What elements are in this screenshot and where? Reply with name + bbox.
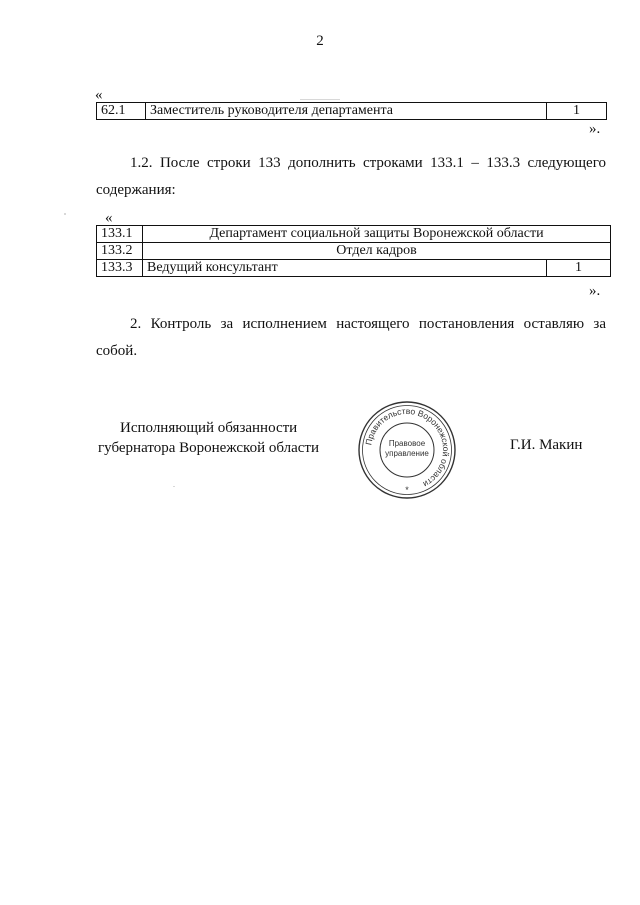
signatory-position-line2: губернатора Воронежской области xyxy=(98,440,319,456)
table2-open-quote: « xyxy=(105,210,113,226)
page-number: 2 xyxy=(316,33,324,49)
table1 xyxy=(96,102,607,120)
row-number: 62.1 xyxy=(97,103,146,120)
table-row xyxy=(97,226,611,243)
row-title: Департамент социальной защиты Воронежской области xyxy=(143,226,611,243)
paragraph-2: 2. Контроль за исполнением настоящего постановления оставляю за собой. xyxy=(96,316,606,359)
table2-close-quote: ». xyxy=(589,283,601,299)
row-number: 133.3 xyxy=(97,260,143,277)
stamp-inner-line1: Правовое xyxy=(388,439,426,448)
row-number: 133.1 xyxy=(97,226,143,243)
signatory-name: Г.И. Макин xyxy=(510,437,583,453)
row-count: 1 xyxy=(547,260,611,277)
table1-open-quote: « xyxy=(95,87,103,103)
table-row xyxy=(97,260,611,277)
row-count: 1 xyxy=(547,103,607,120)
paragraph-1: 1.2. После строки 133 дополнить строками 133.1 – 133.3 следующего содержания: xyxy=(96,155,606,198)
row-number: 133.2 xyxy=(97,243,143,260)
table-row xyxy=(97,103,607,120)
stamp-star: * xyxy=(405,485,409,495)
signatory-position-line1: Исполняющий обязанности xyxy=(120,420,298,436)
official-stamp xyxy=(355,398,459,502)
table-row xyxy=(97,243,611,260)
row-title: Ведущий консультант xyxy=(143,260,547,277)
stamp-graphic xyxy=(355,398,459,502)
row-title: Заместитель руководителя департамента xyxy=(146,103,547,120)
scan-speck xyxy=(64,213,66,215)
table1-close-quote: ». xyxy=(589,121,601,137)
row-title: Отдел кадров xyxy=(143,243,611,260)
table2 xyxy=(96,225,611,277)
scan-mark xyxy=(300,99,340,100)
scan-speck xyxy=(173,486,175,487)
stamp-inner-line2: управление xyxy=(385,449,429,458)
stamp-outer-text: Правительство Воронежской области xyxy=(363,405,452,490)
